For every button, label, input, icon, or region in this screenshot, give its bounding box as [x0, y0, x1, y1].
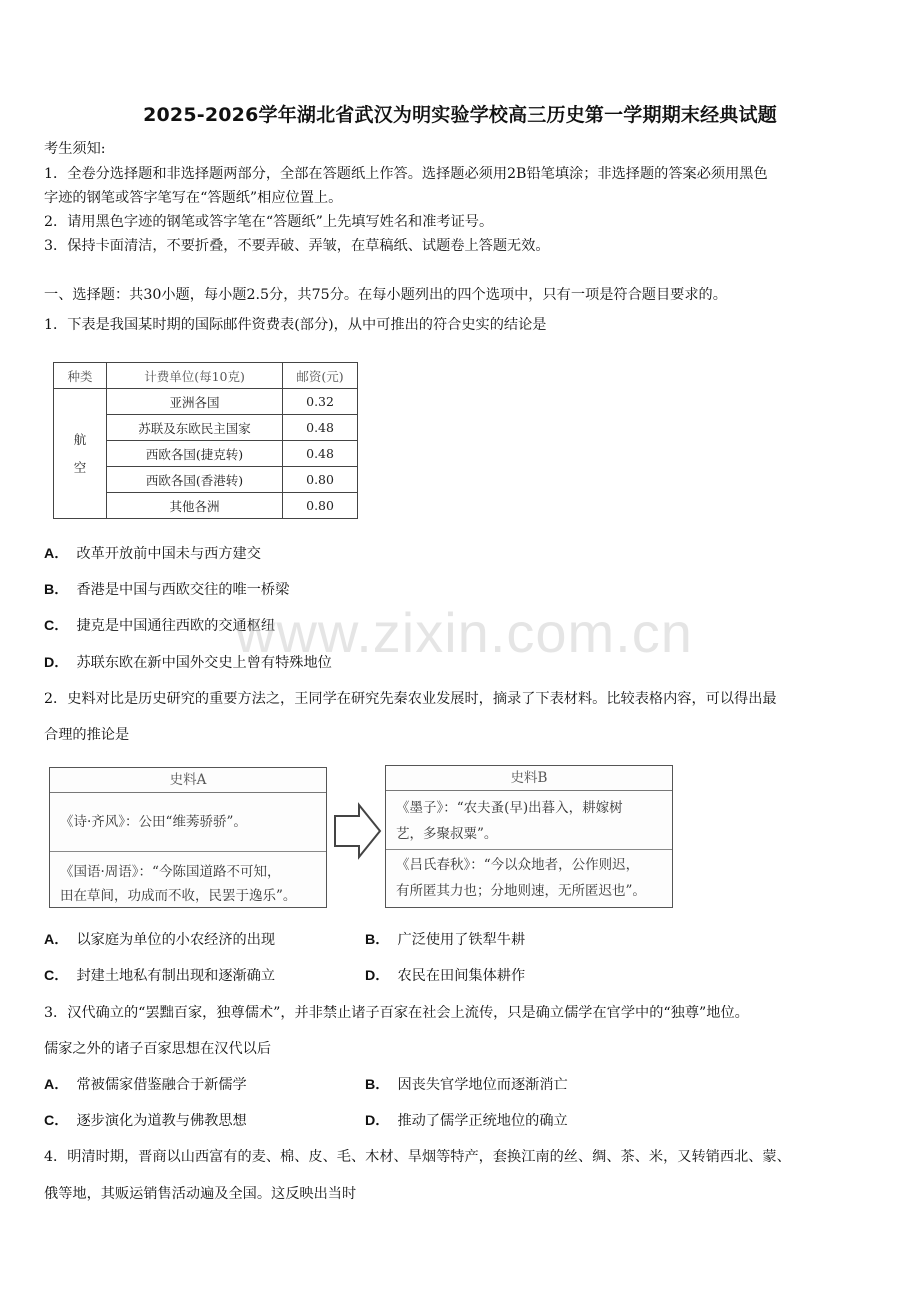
option-label: B．: [365, 1077, 390, 1093]
q2-option-b[interactable]: [365, 929, 525, 949]
watermark: www.zixin.com.cn: [235, 601, 693, 664]
source-b-line: 《吕氏春秋》：“今以众地者，公作则迟，: [396, 857, 640, 873]
table-cell: 0.80: [283, 493, 358, 519]
q3-stem-continued: 儒家之外的诸子百家思想在汉代以后: [44, 1041, 272, 1057]
option-text: 以家庭为单位的小农经济的出现: [76, 932, 276, 948]
source-b-box: [385, 765, 673, 908]
source-a-heading: 史料A: [50, 768, 326, 793]
q1-option-a[interactable]: [44, 543, 261, 563]
postage-table: [53, 362, 358, 519]
table-cell: 西欧各国(捷克转): [107, 441, 283, 467]
option-label: D．: [365, 1113, 390, 1129]
option-label: B．: [44, 582, 69, 598]
notice-heading: 考生须知:: [44, 141, 106, 157]
table-cell: 西欧各国(香港转): [107, 467, 283, 493]
option-label: C．: [44, 968, 69, 984]
option-text: 常被儒家借鉴融合于新儒学: [76, 1077, 247, 1093]
category-char: 航: [73, 431, 87, 447]
source-b-heading: 史料B: [386, 766, 672, 791]
q1-option-b[interactable]: [44, 579, 289, 599]
source-b-line: 艺，多聚叔粟”。: [396, 826, 498, 842]
option-text: 推动了儒学正统地位的确立: [397, 1113, 568, 1129]
q1-stem: 1．下表是我国某时期的国际邮件资费表(部分)，从中可推出的符合史实的结论是: [44, 317, 547, 333]
option-label: A．: [44, 932, 69, 948]
section-heading: 一、选择题：共30小题，每小题2.5分，共75分。在每小题列出的四个选项中，只有一项是符合题目要求的。: [44, 287, 727, 303]
q2-option-c[interactable]: [44, 965, 275, 985]
q2-option-d[interactable]: [365, 965, 525, 985]
q3-option-d[interactable]: [365, 1110, 568, 1130]
q4-stem-continued: 俄等地，其贩运销售活动遍及全国。这反映出当时: [44, 1186, 357, 1202]
option-label: A．: [44, 1077, 69, 1093]
table-cell: 0.48: [283, 441, 358, 467]
page-title: 2025-2026学年湖北省武汉为明实验学校高三历史第一学期期末经典试题: [143, 104, 777, 126]
category-cell: [54, 389, 107, 519]
table-cell: 苏联及东欧民主国家: [107, 415, 283, 441]
table-cell: 亚洲各国: [107, 389, 283, 415]
option-text: 捷克是中国通往西欧的交通枢纽: [76, 618, 276, 634]
option-text: 封建土地私有制出现和逐渐确立: [76, 968, 276, 984]
q2-option-a[interactable]: [44, 929, 275, 949]
table-cell: 0.48: [283, 415, 358, 441]
source-b-line: 有所匿其力也；分地则速，无所匿迟也”。: [396, 883, 646, 899]
arrow-right-icon: [333, 802, 383, 860]
source-a-box: [49, 767, 327, 908]
q3-option-a[interactable]: [44, 1074, 247, 1094]
option-text: 香港是中国与西欧交往的唯一桥梁: [76, 582, 290, 598]
option-text: 农民在田间集体耕作: [397, 968, 526, 984]
option-text: 因丧失官学地位而逐渐消亡: [397, 1077, 568, 1093]
q3-option-b[interactable]: [365, 1074, 568, 1094]
notice-item: 1．全卷分选择题和非选择题两部分，全部在答题纸上作答。选择题必须用2B铅笔填涂；非选择题的答案必须用黑色: [44, 166, 768, 182]
source-a-line: 《诗·齐风》：公田“维莠骄骄”。: [60, 814, 247, 830]
notice-item: 3．保持卡面清洁，不要折叠，不要弄破、弄皱，在草稿纸、试题卷上答题无效。: [44, 238, 550, 254]
source-a-line: 田在草间，功成而不收，民罢于逸乐”。: [60, 888, 297, 904]
option-label: C．: [44, 1113, 69, 1129]
q4-stem: 4．明清时期，晋商以山西富有的麦、棉、皮、毛、木材、旱烟等特产，套换江南的丝、绸、茶、米，又转销西北、蒙、: [44, 1149, 791, 1165]
notice-item: 2．请用黑色字迹的钢笔或答字笔在“答题纸”上先填写姓名和准考证号。: [44, 214, 494, 230]
table-cell: 0.80: [283, 467, 358, 493]
q3-option-c[interactable]: [44, 1110, 247, 1130]
table-cell: 0.32: [283, 389, 358, 415]
option-label: A．: [44, 546, 69, 562]
q2-stem-continued: 合理的推论是: [44, 727, 130, 743]
q3-stem: 3．汉代确立的“罢黜百家，独尊儒术”，并非禁止诸子百家在社会上流传，只是确立儒学在官学中的“独尊”地位。: [44, 1005, 749, 1021]
source-a-line: 《国语·周语》：“今陈国道路不可知，: [60, 864, 281, 880]
option-label: C．: [44, 618, 69, 634]
notice-item: 字迹的钢笔或答字笔写在“答题纸”相应位置上。: [44, 190, 343, 206]
category-char: 空: [73, 459, 87, 475]
table-header: 种类: [54, 363, 107, 389]
option-label: D．: [365, 968, 390, 984]
option-text: 广泛使用了铁犁牛耕: [397, 932, 526, 948]
source-b-line: 《墨子》：“农夫蚤(早)出暮入，耕嫁树: [396, 800, 623, 816]
table-header: 计费单位(每10克): [107, 363, 283, 389]
q2-stem: 2．史料对比是历史研究的重要方法之，王同学在研究先秦农业发展时，摘录了下表材料。比较表格内容，可以得出最: [44, 691, 777, 707]
option-label: D．: [44, 655, 69, 671]
option-label: B．: [365, 932, 390, 948]
option-text: 逐步演化为道教与佛教思想: [76, 1113, 247, 1129]
option-text: 改革开放前中国未与西方建交: [76, 546, 261, 562]
table-cell: 其他各洲: [107, 493, 283, 519]
option-text: 苏联东欧在新中国外交史上曾有特殊地位: [76, 655, 332, 671]
table-header: 邮资(元): [283, 363, 358, 389]
